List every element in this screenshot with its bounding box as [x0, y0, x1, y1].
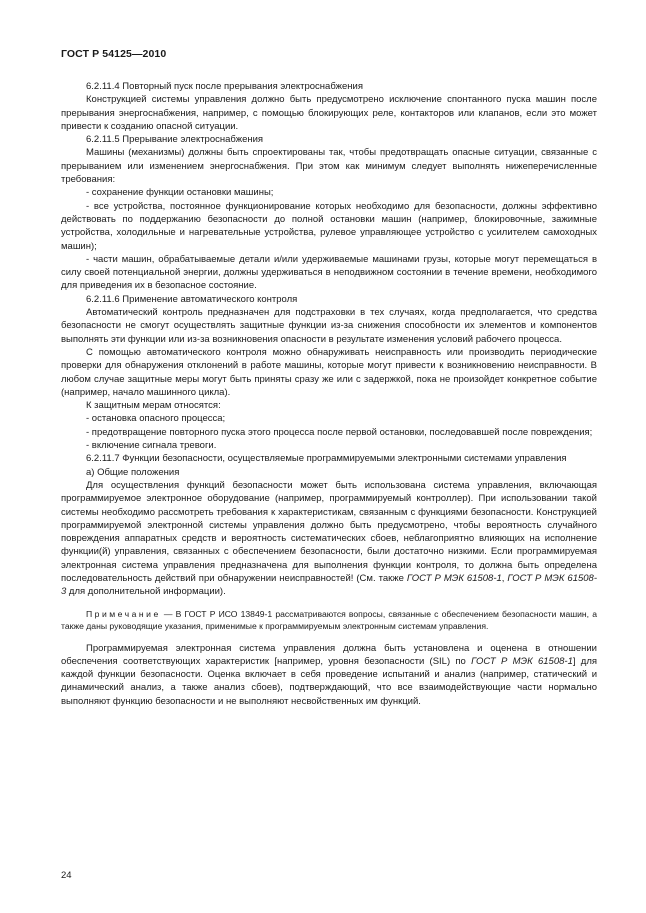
- paragraph-text: Программируемая электронная система управления должна быть установлена и оценена в отношении обеспечения соответствующих характеристик [например, уровня безопасности (SIL) по: [61, 642, 597, 667]
- standard-reference: ГОСТ Р МЭК 61508-1: [471, 655, 573, 667]
- paragraph: Машины (механизмы) должны быть спроектированы так, чтобы предотвращать опасные ситуации, связанные с прерыванием или изменением энергоснабжения. При этом как минимум следует выполнять нижеперечисленные требования:: [61, 147, 597, 186]
- paragraph: [61, 642, 597, 708]
- section-heading: 6.2.11.4 Повторный пуск после прерывания электроснабжения: [86, 81, 364, 92]
- note-text: — В ГОСТ Р ИСО 13849-1 рассматриваются вопросы, связанные с обеспечением безопасности машин, а также даны руководящие указания, применимые к программируемым электронным системам управления.: [61, 608, 597, 631]
- list-item: - сохранение функции остановки машины;: [86, 187, 274, 199]
- subsection-heading: а) Общие положения: [86, 466, 180, 478]
- paragraph-text: Для осуществления функций безопасности может быть использована система управления, включающая программируемое электронное оборудование (например, программируемый контроллер). При использовании такой системы необходимо рассмотреть требования к характеристикам, связанным с функциями безопасности. Конструкцией программируемой электронной системы управления должно быть предусмотрено, чтобы вероятность случайного повреждения аппаратных средств и вероятность систематических сбоев, неблагоприятно влияющих на исполнение функции(й) управления, связанных с обеспечением безопасности, были достаточно низкими. Если программируемая электронная система управления предназначена для выполнения функции контроля, то должна быть определена последовательность действий при обнаружении неисправностей! (См. также: [61, 479, 597, 584]
- paragraph: Автоматический контроль предназначен для подстраховки в тех случаях, когда предполагается, что средства безопасности не смогут осуществлять защитные функции из-за снижения способности их элементов и компонентов выполнять эти функции или из-за возникновения опасности в результате изменения условий рабочего процесса.: [61, 307, 597, 345]
- note: [61, 608, 597, 632]
- paragraph: К защитным мерам относятся:: [86, 400, 221, 412]
- list-item: - остановка опасного процесса;: [86, 413, 226, 425]
- page-number: 24: [61, 870, 72, 881]
- paragraph: Конструкцией системы управления должно быть предусмотрено исключение спонтанного пуска машин после прерывания энергоснабжения, например, с помощью блокирующих реле, контакторов или клапанов, если это может привести к созданию опасной ситуации.: [61, 94, 597, 132]
- paragraph-text: ] для каждой функции безопасности. Оценка включает в себя проведение испытаний и анализ (например, статический и динамический анализ, а также анализ сбоев), подтверждающий, что все взаимодействующие части нормально выполняют функцию безопасности и не выполняют несвойственных им функций.: [61, 655, 598, 707]
- section-heading: 6.2.11.6 Применение автоматического контроля: [86, 293, 298, 305]
- list-item: - части машин, обрабатываемые детали и/или удерживаемые машинами грузы, которые могут перемещаться в силу своей потенциальной энергии, должны удерживаться в неподвижном состоянии в течение времени, необходимого для приведения их в безопасное состояние.: [61, 253, 597, 292]
- paragraph-text: для дополнительной информации).: [66, 586, 226, 598]
- document-header: ГОСТ Р 54125—2010: [61, 48, 167, 60]
- section-heading: 6.2.11.7 Функции безопасности, осуществляемые программируемыми электронными системами управления: [86, 453, 567, 465]
- document-body: [61, 80, 597, 708]
- paragraph: [61, 479, 597, 599]
- paragraph: С помощью автоматического контроля можно обнаруживать неисправность или производить периодические проверки для обнаружения отклонений в работе машины, которые могут привести к возникновению неисправности. В любом случае защитные меры могут быть приняты сразу же или с задержкой, пока не произойдет конкретное событие (например, начало машинного цикла).: [61, 346, 597, 398]
- separator-text: ,: [501, 572, 508, 584]
- section-heading: 6.2.11.5 Прерывание электроснабжения: [86, 134, 264, 146]
- list-item: - предотвращение повторного пуска этого процесса после первой остановки, последовавшей после повреждения;: [86, 426, 593, 438]
- list-item: - все устройства, постоянное функционирование которых необходимо для безопасности, должны эффективно действовать по поддержанию безопасности до полной остановки машин (например, блокировочные, зажимные устройства, холодильные и нагревательные устройства, рулевое управляющее устройство с усилителем самоходных машин);: [61, 200, 597, 252]
- standard-reference: ГОСТ Р МЭК 61508-1: [406, 572, 502, 584]
- note-label: Примечание: [86, 608, 161, 619]
- list-item: - включение сигнала тревоги.: [86, 440, 217, 452]
- standard-reference: ГОСТ Р МЭК 61508-3: [61, 572, 598, 598]
